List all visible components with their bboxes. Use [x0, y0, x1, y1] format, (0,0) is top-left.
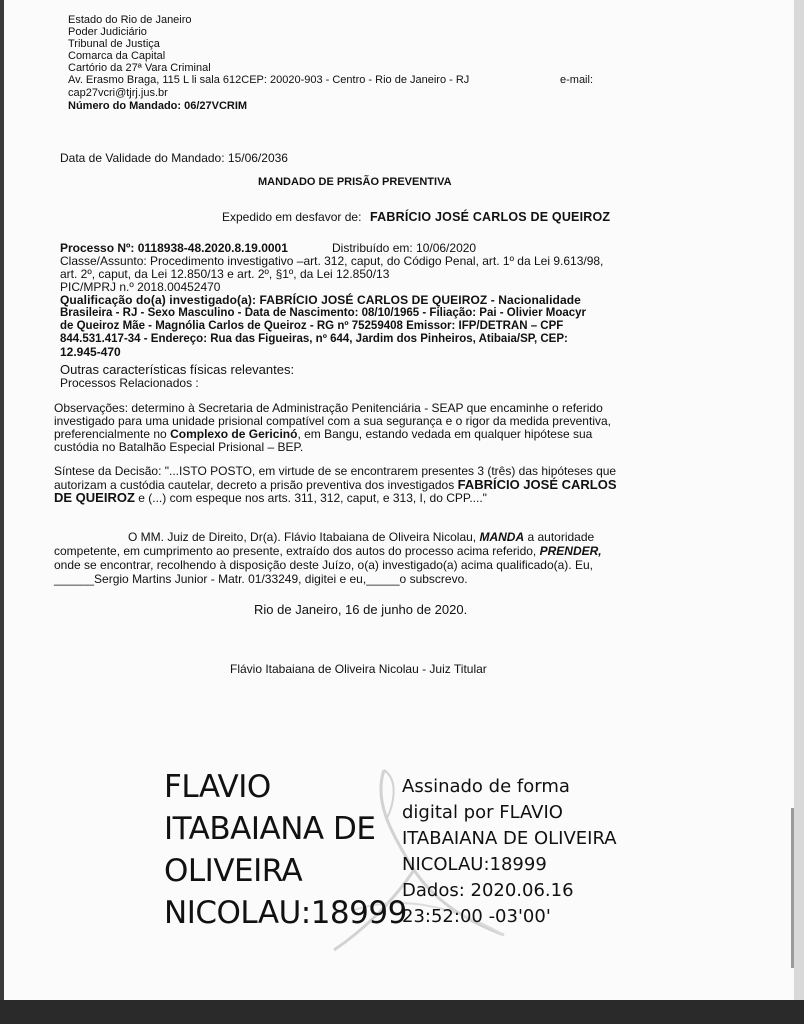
photo-bottom-edge: [0, 1000, 804, 1024]
order-2: competente, em cumprimento ao presente, extraído dos autos do processo acima referido, PRENDER,: [54, 544, 602, 558]
observations-2: investigado para uma unidade prisional compatível com a sua segurança e o rigor da medida preventiva,: [54, 414, 611, 428]
scroll-indicator[interactable]: [791, 808, 794, 968]
signature-name-2: ITABAIANA DE: [164, 811, 376, 847]
observations-1: Observações: determino à Secretaria de Administração Penitenciária - SEAP que encaminhe o referido: [54, 401, 603, 415]
signature-info-5: Dados: 2020.06.16: [402, 880, 574, 901]
header-district: Comarca da Capital: [68, 50, 166, 62]
observations-3: preferencialmente no Complexo de Gericinó, em Bangu, estando vedada em qualquer hipótese sua: [54, 427, 593, 441]
validity-date: Data de Validade do Mandado: 15/06/2036: [60, 151, 288, 165]
synthesis-2: autorizam a custódia cautelar, decreto a prisão preventiva dos investigados FABRÍCIO JOSÉ CARLOS: [54, 477, 617, 492]
signature-info-2: digital por FLAVIO: [402, 802, 563, 823]
signature-info-1: Assinado de forma: [402, 776, 570, 797]
order-3: onde se encontrar, recolhendo à disposição deste Juízo, o(a) investigado(a) acima qualificado(a). Eu,: [54, 558, 593, 572]
signature-name-4: NICOLAU:18999: [164, 895, 407, 931]
qualification-1: Qualificação do(a) investigado(a): FABRÍCIO JOSÉ CARLOS DE QUEIROZ - Nacionalidade: [60, 293, 581, 307]
synthesis-3: DE QUEIROZ e (...) com espeque nos arts. 311, 312, caput, e 313, I, do CPP....": [54, 490, 487, 505]
observations-4: custódia no Batalhão Especial Prisional – BEP.: [54, 440, 304, 454]
qualification-2: Brasileira - RJ - Sexo Masculino - Data de Nascimento: 08/10/1965 - Filiação: Pai - Olivier Moacyr: [60, 307, 587, 319]
header-email: cap27vcri@tjrj.jus.br: [68, 87, 168, 99]
warrant-number: Número do Mandado: 06/27VCRIM: [68, 100, 248, 112]
warrant-document: [4, 0, 794, 1000]
header-state: Estado do Rio de Janeiro: [68, 14, 192, 26]
process-pic: PIC/MPRJ n.º 2018.00452470: [60, 280, 221, 294]
signature-info-6: 23:52:00 -03'00': [402, 906, 551, 927]
header-address: Av. Erasmo Braga, 115 L li sala 612CEP: 20020-903 - Centro - Rio de Janeiro - RJ: [68, 74, 470, 86]
header-power: Poder Judiciário: [68, 26, 147, 38]
judge-signature-line: Flávio Itabaiana de Oliveira Nicolau - Juiz Titular: [230, 662, 487, 676]
photo-right-edge: [794, 0, 804, 1000]
issued-name: FABRÍCIO JOSÉ CARLOS DE QUEIROZ: [370, 210, 611, 224]
document-title: MANDADO DE PRISÃO PREVENTIVA: [258, 176, 452, 188]
signature-info-4: NICOLAU:18999: [402, 854, 547, 875]
process-class-1: Classe/Assunto: Procedimento investigativo –art. 312, caput, do Código Penal, art. 1º da Lei 9.613/98,: [60, 254, 604, 268]
process-distributed: Distribuído em: 10/06/2020: [332, 241, 477, 255]
signature-name-1: FLAVIO: [164, 769, 271, 805]
qualification-5: 12.945-470: [60, 345, 121, 359]
issued-label: Expedido em desfavor de:: [222, 210, 362, 224]
qualification-4: 844.531.417-34 - Endereço: Rua das Figueiras, nº 644, Jardim dos Pinheiros, Atibaia/SP, CEP:: [60, 333, 568, 345]
header-court: Tribunal de Justiça: [68, 38, 160, 50]
related-processes: Processos Relacionados :: [60, 376, 199, 390]
synthesis-1: Síntese da Decisão: "...ISTO POSTO, em virtude de se encontrarem presentes 3 (três) das hipóteses que: [54, 464, 617, 478]
process-number: Processo Nº: 0118938-48.2020.8.19.0001: [60, 241, 288, 255]
process-class-2: art. 2º, caput, da Lei 12.850/13 e art. 2º, §1º, da Lei 12.850/13: [60, 267, 390, 281]
other-traits: Outras características físicas relevantes:: [60, 362, 295, 377]
header-registry: Cartório da 27ª Vara Criminal: [68, 62, 211, 74]
place-date: Rio de Janeiro, 16 de junho de 2020.: [254, 602, 468, 617]
header-email-label: e-mail:: [560, 74, 594, 86]
order-4: ______Sergio Martins Junior - Matr. 01/33249, digitei e eu,_____o subscrevo.: [54, 572, 468, 586]
signature-name-3: OLIVEIRA: [164, 853, 303, 889]
qualification-3: de Queiroz Mãe - Magnólia Carlos de Queiroz - RG nº 75259408 Emissor: IFP/DETRAN – CPF: [60, 320, 564, 332]
order-1: O MM. Juiz de Direito, Dr(a). Flávio Itabaiana de Oliveira Nicolau, MANDA a autoridade: [128, 530, 595, 544]
signature-info-3: ITABAIANA DE OLIVEIRA: [402, 828, 617, 849]
